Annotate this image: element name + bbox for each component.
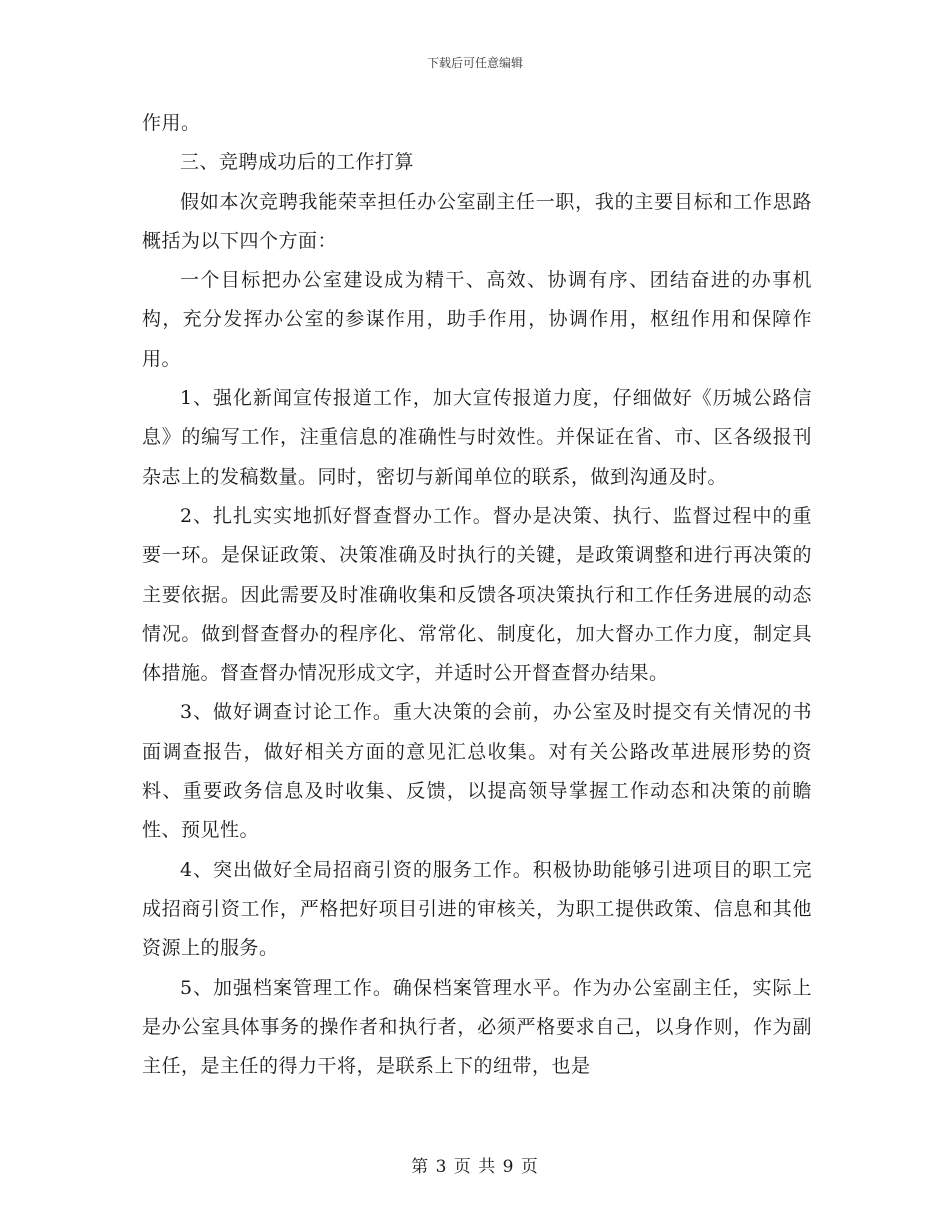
paragraph: 4、突出做好全局招商引资的服务工作。积极协助能够引进项目的职工完成招商引资工作，严格把好项目引进的审核关，为职工提供政策、信息和其他资源上的服务。 (142, 858, 812, 960)
paragraph: 一个目标把办公室建设成为精干、高效、协调有序、团结奋进的办事机构，充分发挥办公室的参谋作用，助手作用，协调作用，枢纽作用和保障作用。 (142, 269, 812, 370)
section-heading: 三、竞聘成功后的工作打算 (180, 151, 415, 174)
paragraph: 2、扎扎实实地抓好督查督办工作。督办是决策、执行、监督过程中的重要一环。是保证政策、决策准确及时执行的关键，是政策调整和进行再决策的主要依据。因此需要及时准确收集和反馈各项决策执行和工作任务进展的动态情况。做到督查督办的程序化、常常化、制度化，加大督办工作力度，制定具体措施。督查督办情况形成文字，并适时公开督查督办结果。 (142, 504, 812, 685)
paragraph: 假如本次竞聘我能荣幸担任办公室副主任一职，我的主要目标和工作思路概括为以下四个方面： (142, 190, 812, 252)
paragraph: 1、强化新闻宣传报道工作，加大宣传报道力度，仔细做好《历城公路信息》的编写工作，注重信息的准确性与时效性。并保证在省、市、区各级报刊杂志上的发稿数量。同时，密切与新闻单位的联系，做到沟通及时。 (142, 387, 812, 488)
paragraph: 5、加强档案管理工作。确保档案管理水平。作为办公室副主任，实际上是办公室具体事务的操作者和执行者，必须严格要求自己，以身作则，作为副主任，是主任的得力干将，是联系上下的纽带，也是 (142, 976, 812, 1078)
paragraph-continuation: 作用。 (142, 112, 201, 134)
paragraph: 3、做好调查讨论工作。重大决策的会前，办公室及时提交有关情况的书面调查报告，做好相关方面的意见汇总收集。对有关公路改革进展形势的资料、重要政务信息及时收集、反馈，以提高领导掌握工作动态和决策的前瞻性、预见性。 (142, 701, 812, 842)
page-number: 第 3 页 共 9 页 (411, 1157, 539, 1177)
page-header: 下载后可任意编辑 (426, 56, 523, 70)
document-body (142, 104, 812, 1086)
